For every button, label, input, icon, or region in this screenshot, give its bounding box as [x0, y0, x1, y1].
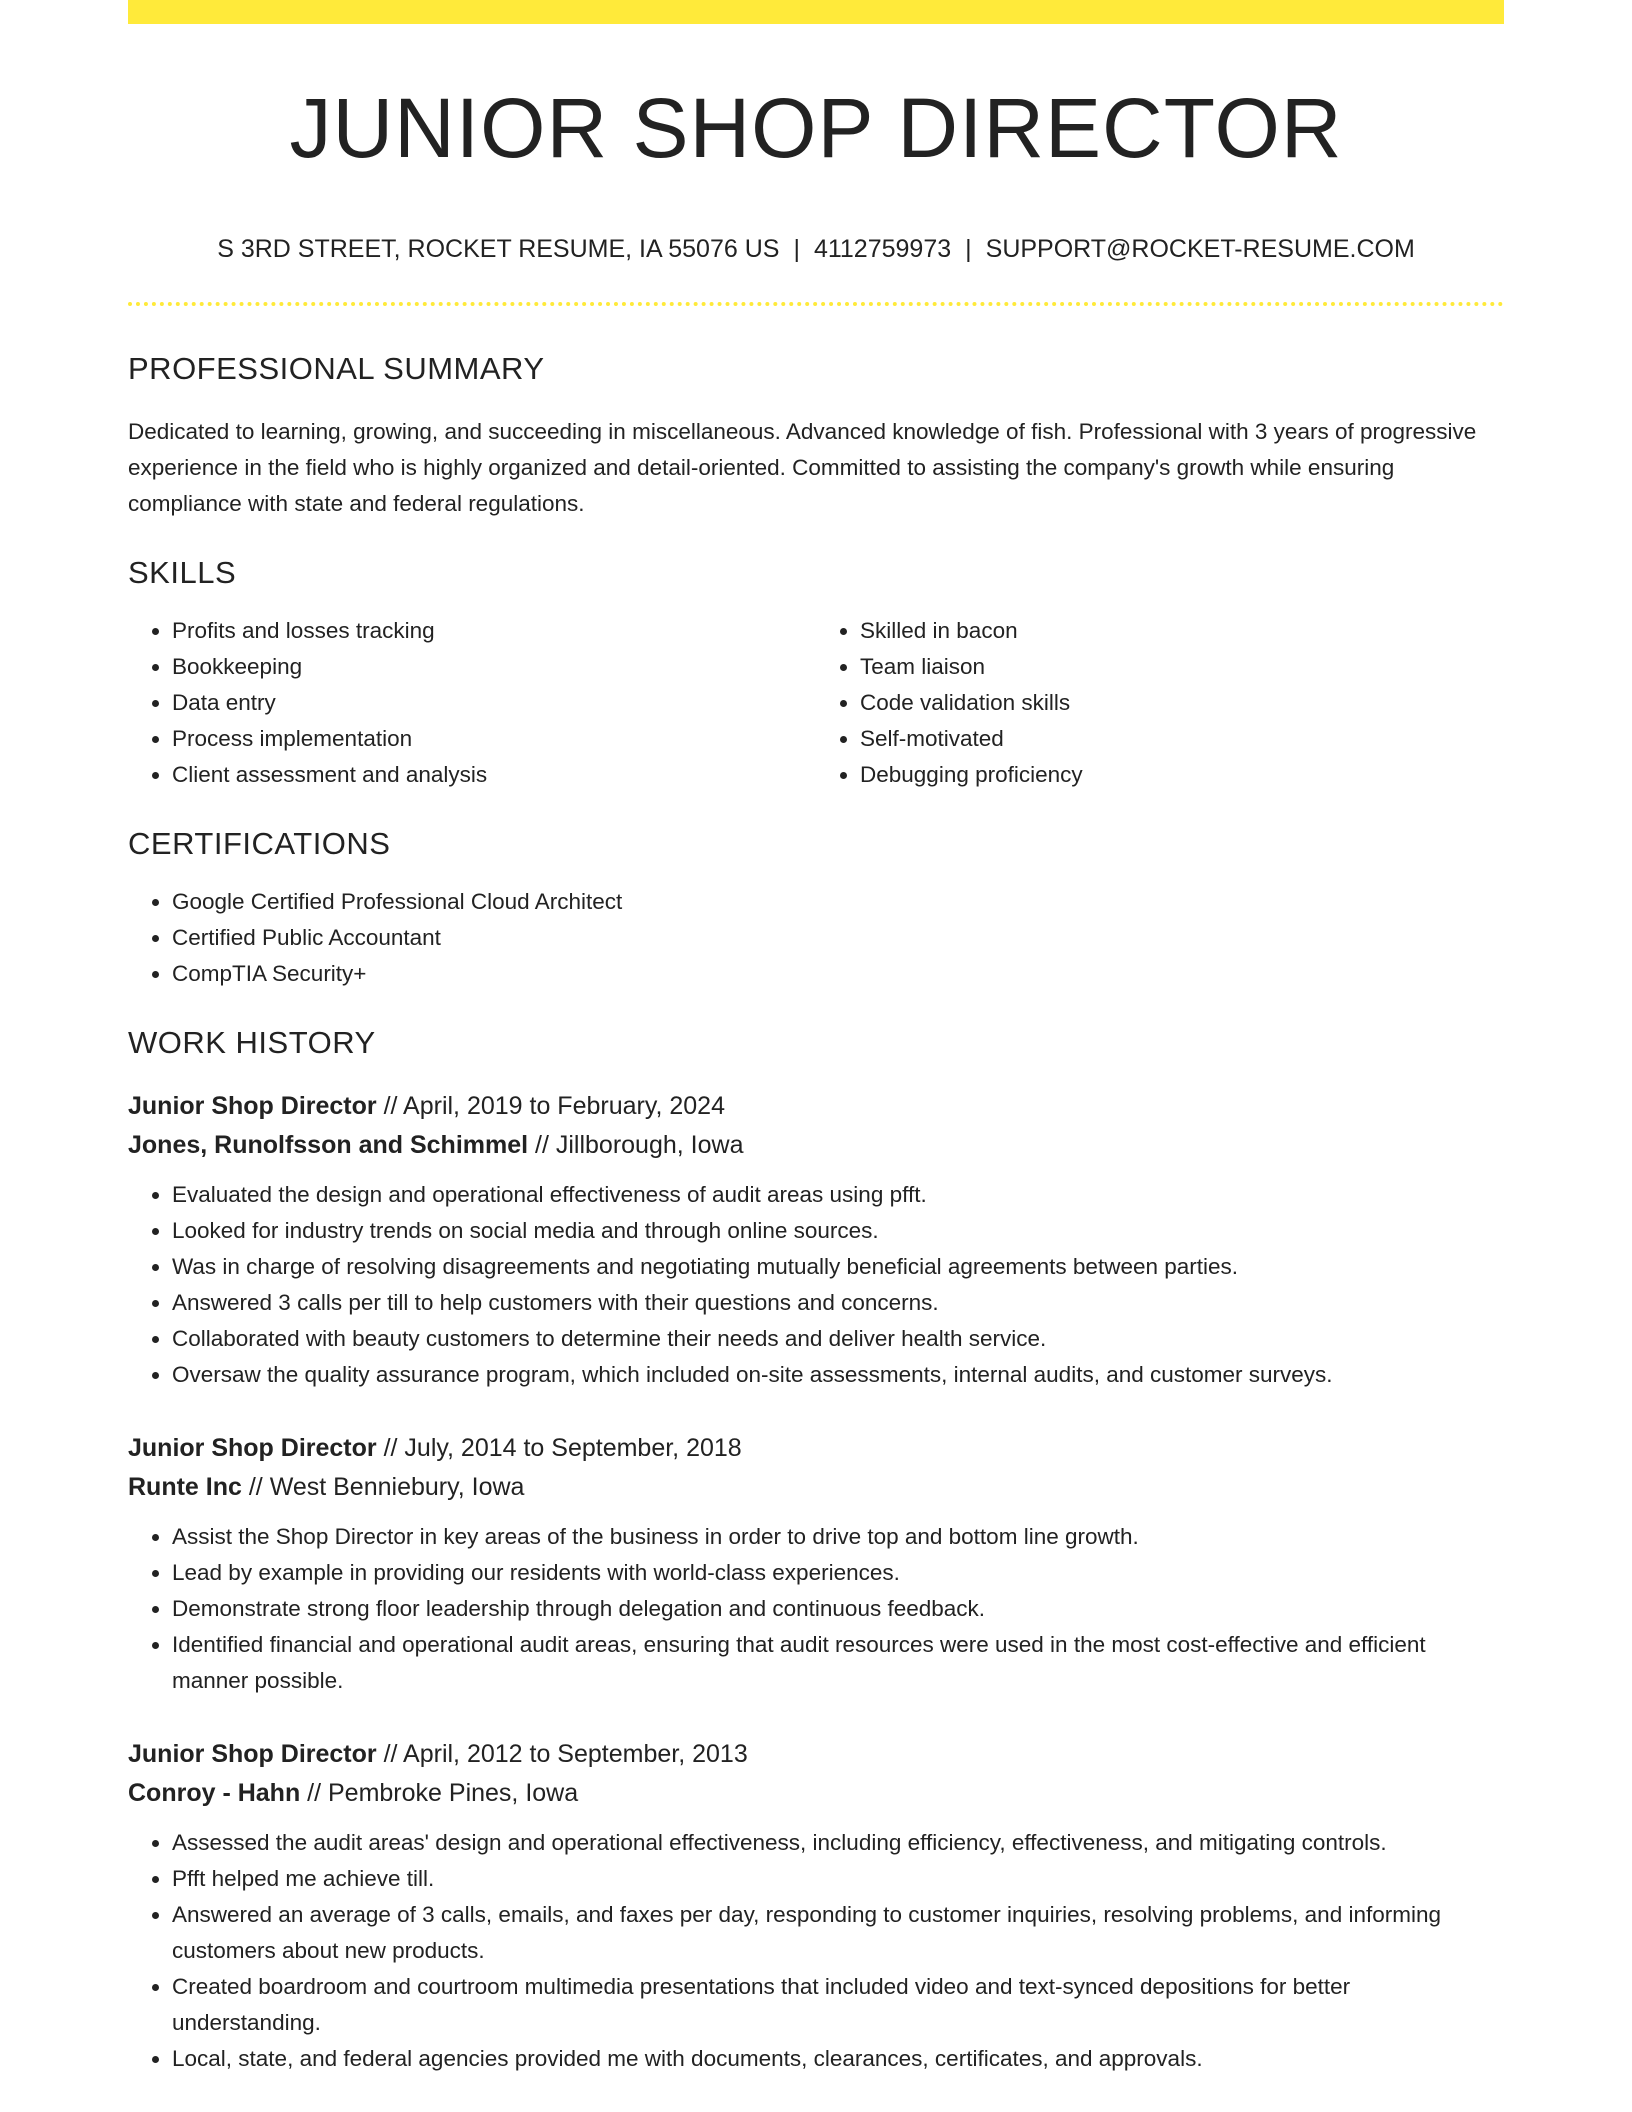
job-bullet: • Created boardroom and courtroom multimedia presentations that included video and text-synced depositions for better understanding.	[172, 1969, 1504, 2041]
skills-column-2	[816, 613, 1504, 793]
job-location: // West Benniebury, Iowa	[241, 1473, 525, 1502]
skill-item: • Self-motivated	[860, 721, 1504, 757]
job-bullet: • Evaluated the design and operational effectiveness of audit areas using pfft.	[172, 1177, 1504, 1213]
job-title-line	[128, 1735, 1504, 1774]
job-bullet: • Assessed the audit areas' design and operational effectiveness, including efficiency, effectiveness, and mitigating controls.	[172, 1825, 1504, 1861]
job-bullets	[128, 1519, 1504, 1699]
job-bullet: • Demonstrate strong floor leadership through delegation and continuous feedback.	[172, 1591, 1504, 1627]
job-title-line	[128, 1087, 1504, 1126]
skill-item: • Client assessment and analysis	[172, 757, 816, 793]
skill-item: • Code validation skills	[860, 685, 1504, 721]
certification-item: • CompTIA Security+	[172, 956, 1504, 992]
job-title: Junior Shop Director	[128, 1434, 377, 1463]
skill-item: • Bookkeeping	[172, 649, 816, 685]
job-company: Jones, Runolfsson and Schimmel	[128, 1131, 529, 1160]
job-location: // Pembroke Pines, Iowa	[300, 1779, 579, 1808]
job-bullet: • Was in charge of resolving disagreements and negotiating mutually beneficial agreements between parties.	[172, 1249, 1504, 1285]
skill-item: • Data entry	[172, 685, 816, 721]
skills-heading: SKILLS	[128, 554, 237, 590]
contact-separator: |	[793, 235, 800, 264]
contact-phone: 4112759973	[813, 235, 952, 264]
accent-top-bar	[128, 0, 1504, 24]
work-history-heading: WORK HISTORY	[128, 1024, 376, 1060]
summary-text: Dedicated to learning, growing, and succeeding in miscellaneous. Advanced knowledge of fish. Professional with 3 years of progressive experience in the field who is highly organized and detail-oriented. Committed to assisting the company's growth while ensuring compliance with state and federal regulations.	[128, 418, 1477, 516]
certification-item: • Google Certified Professional Cloud Architect	[172, 884, 1504, 920]
job-location: // Jillborough, Iowa	[528, 1131, 744, 1160]
skills-column-1	[128, 613, 816, 793]
job-company-line	[128, 1468, 1504, 1507]
job-company-line	[128, 1126, 1504, 1165]
certifications-list	[128, 884, 1504, 992]
job-title: Junior Shop Director	[128, 1740, 377, 1769]
job-entry	[128, 1735, 1504, 2077]
resume-name: JUNIOR SHOP DIRECTOR	[289, 81, 1343, 175]
job-company: Conroy - Hahn	[128, 1779, 301, 1808]
skill-item: • Profits and losses tracking	[172, 613, 816, 649]
job-bullet: • Identified financial and operational audit areas, ensuring that audit resources were used in the most cost-effective and efficient manner possible.	[172, 1627, 1504, 1699]
contact-line	[128, 234, 1504, 264]
skill-item: • Skilled in bacon	[860, 613, 1504, 649]
certifications-heading: CERTIFICATIONS	[128, 825, 391, 861]
skill-item: • Team liaison	[860, 649, 1504, 685]
certification-item: • Certified Public Accountant	[172, 920, 1504, 956]
job-bullet: • Answered 3 calls per till to help customers with their questions and concerns.	[172, 1285, 1504, 1321]
contact-email: SUPPORT@ROCKET-RESUME.COM	[985, 235, 1415, 264]
job-bullet: • Answered an average of 3 calls, emails, and faxes per day, responding to customer inquiries, resolving problems, and informing customers about new products.	[172, 1897, 1504, 1969]
contact-separator: |	[965, 235, 972, 264]
job-entry	[128, 1087, 1504, 1393]
skill-item: • Process implementation	[172, 721, 816, 757]
skill-item: • Debugging proficiency	[860, 757, 1504, 793]
job-dates: // April, 2019 to February, 2024	[376, 1092, 725, 1121]
skills-grid	[128, 613, 1504, 793]
job-bullet: • Local, state, and federal agencies provided me with documents, clearances, certificates, and approvals.	[172, 2041, 1504, 2077]
job-entry	[128, 1429, 1504, 1699]
job-bullet: • Assist the Shop Director in key areas of the business in order to drive top and bottom line growth.	[172, 1519, 1504, 1555]
job-bullet: • Oversaw the quality assurance program, which included on-site assessments, internal audits, and customer surveys.	[172, 1357, 1504, 1393]
job-dates: // April, 2012 to September, 2013	[376, 1740, 748, 1769]
job-bullet: • Looked for industry trends on social media and through online sources.	[172, 1213, 1504, 1249]
job-bullets	[128, 1177, 1504, 1393]
summary-heading: PROFESSIONAL SUMMARY	[128, 351, 545, 387]
job-bullet: • Pfft helped me achieve till.	[172, 1861, 1504, 1897]
dotted-divider	[128, 302, 1504, 306]
job-bullets	[128, 1825, 1504, 2077]
resume-page	[128, 0, 1504, 2077]
job-title-line	[128, 1429, 1504, 1468]
job-bullet: • Lead by example in providing our residents with world-class experiences.	[172, 1555, 1504, 1591]
contact-address: S 3RD STREET, ROCKET RESUME, IA 55076 US	[217, 235, 780, 264]
job-title: Junior Shop Director	[128, 1092, 377, 1121]
job-company: Runte Inc	[128, 1473, 242, 1502]
job-company-line	[128, 1774, 1504, 1813]
job-dates: // July, 2014 to September, 2018	[376, 1434, 742, 1463]
job-bullet: • Collaborated with beauty customers to determine their needs and deliver health service.	[172, 1321, 1504, 1357]
